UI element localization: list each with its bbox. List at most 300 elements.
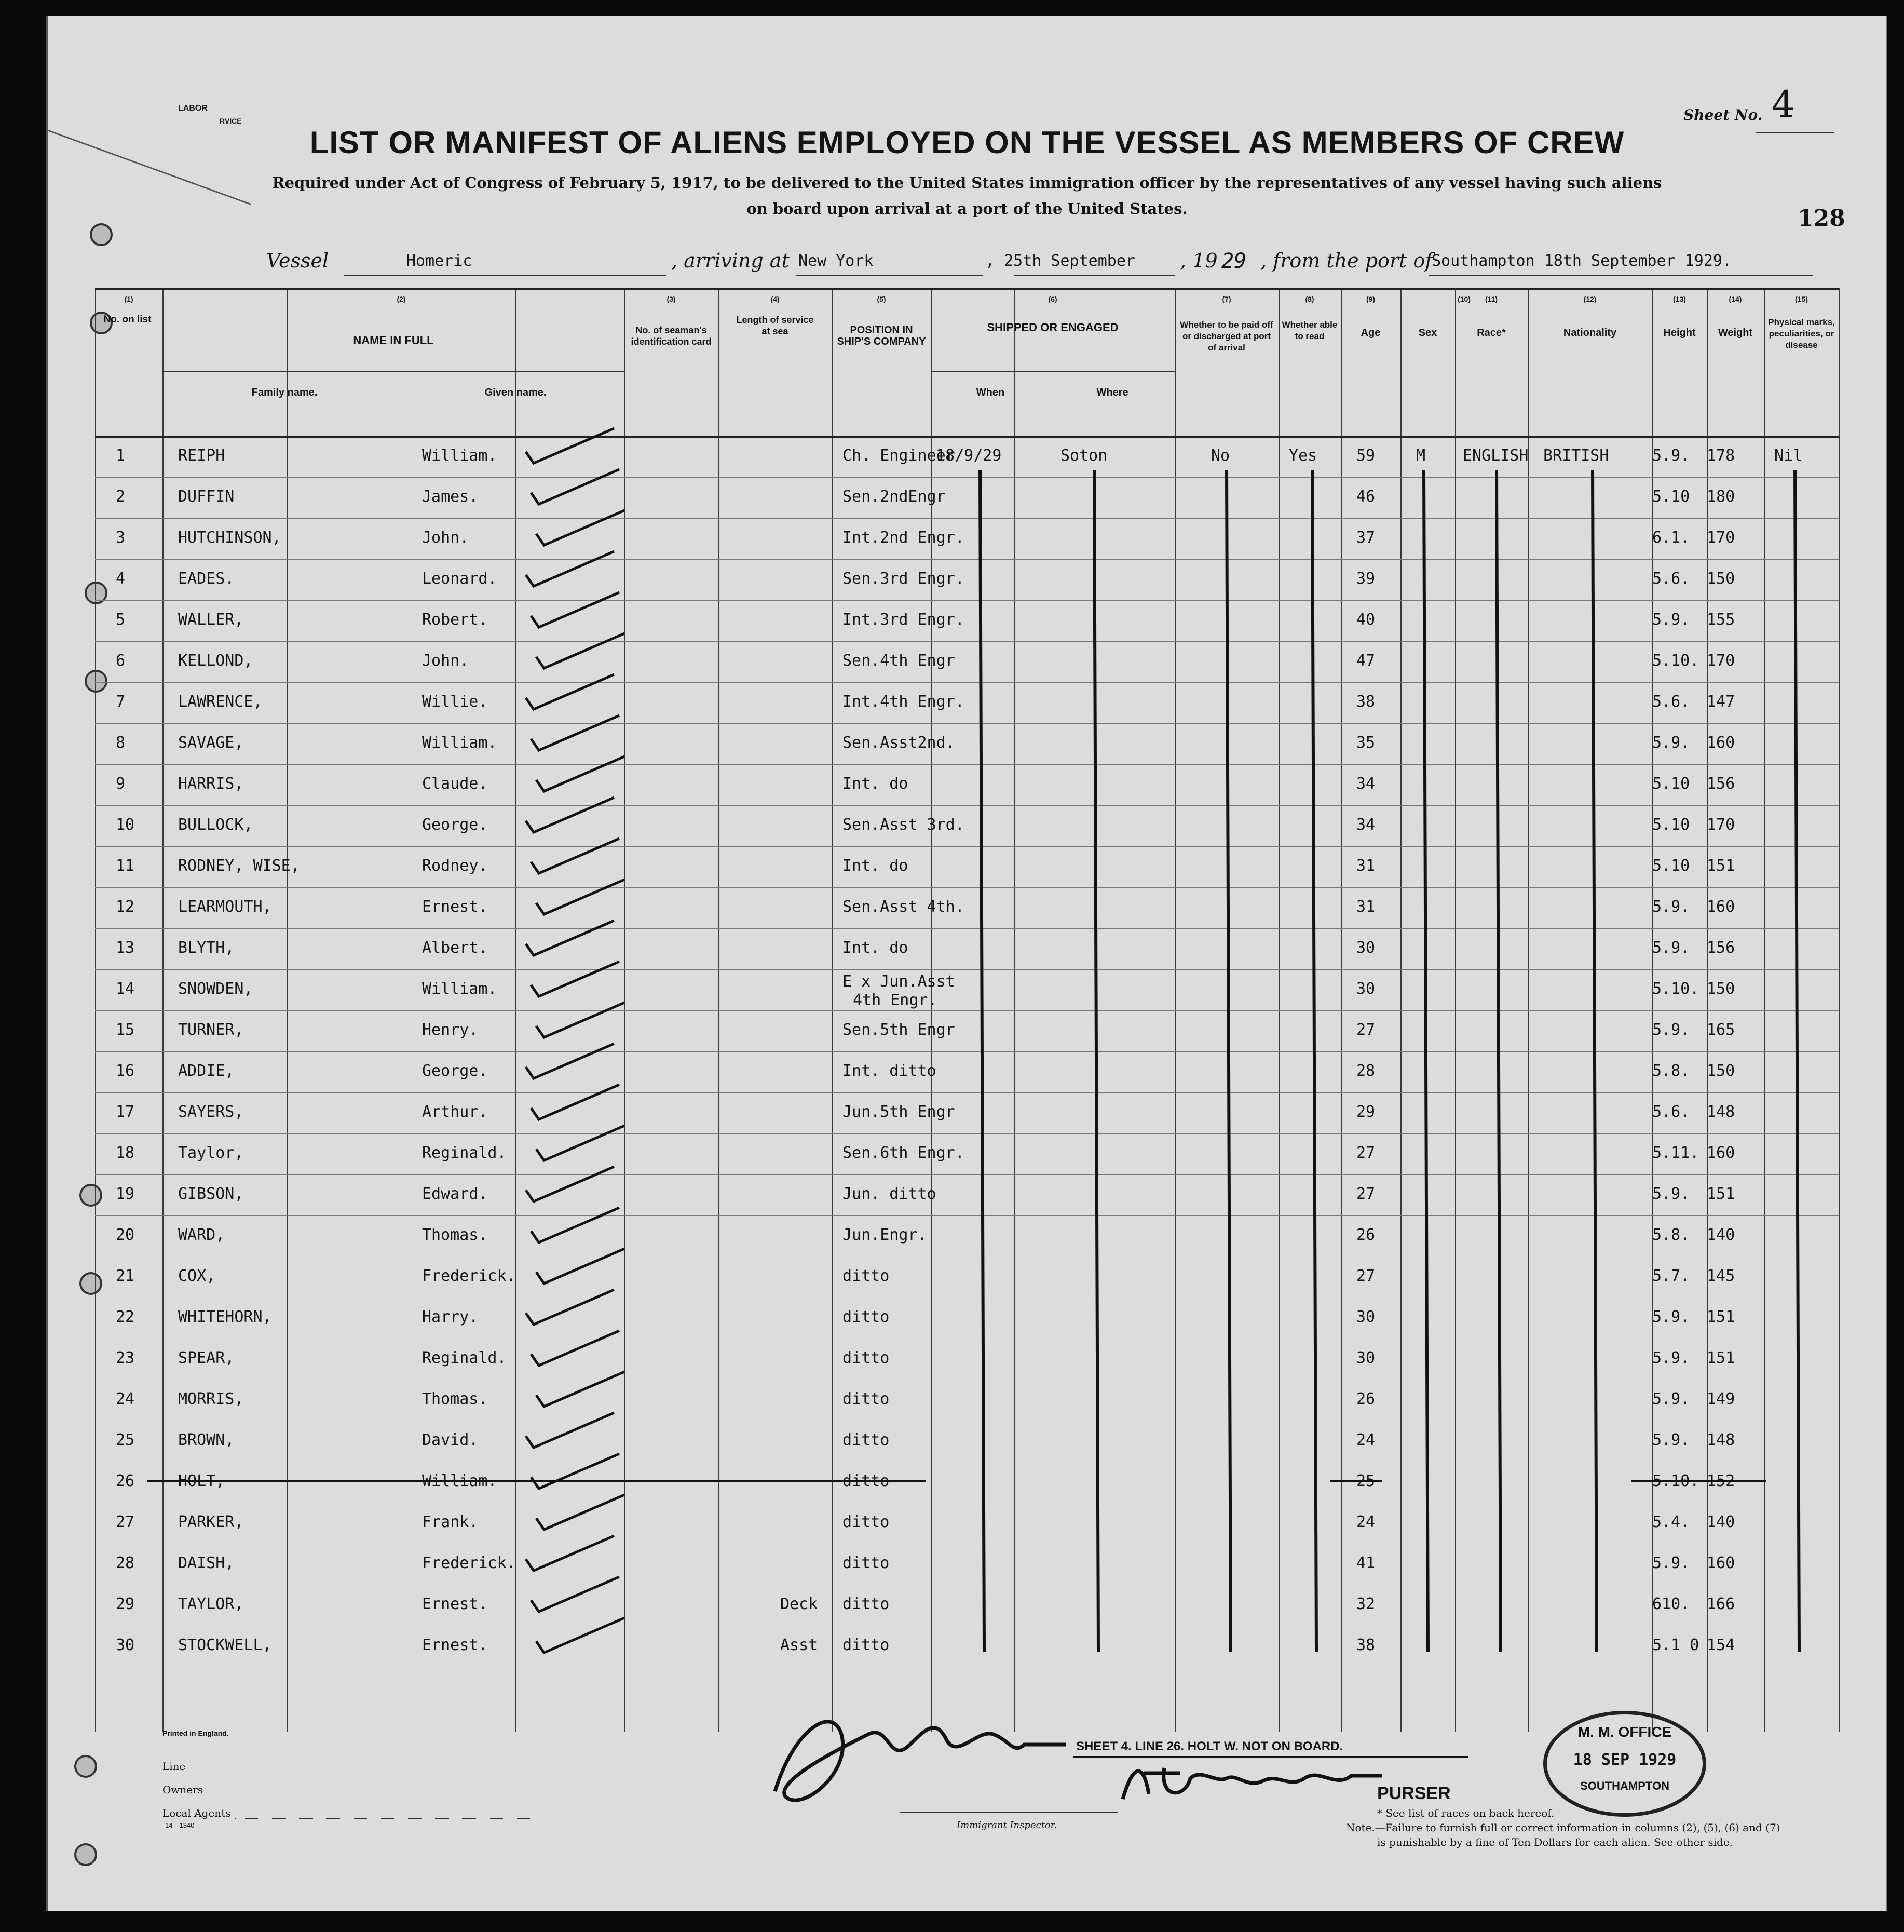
weight: 170 (1707, 652, 1735, 670)
check-mark (526, 428, 614, 463)
age: 47 (1356, 652, 1376, 670)
header-id-card: No. of seaman's identification card (631, 325, 712, 347)
row-number: 9 (116, 775, 126, 793)
age: 28 (1356, 1062, 1376, 1080)
vessel-label: Vessel (266, 249, 329, 272)
family-name: WALLER, (178, 611, 244, 629)
age: 41 (1356, 1554, 1376, 1572)
header-where: Where (1096, 387, 1128, 398)
corner-label: LABOR (178, 104, 208, 113)
height: 5.9. (1652, 611, 1690, 629)
page-title: LIST OR MANIFEST OF ALIENS EMPLOYED ON THE VESSEL AS MEMBERS OF CREW (309, 125, 1625, 160)
header-family-name: Family name. (251, 387, 318, 398)
weight: 140 (1707, 1513, 1735, 1531)
col-num-14: (14) (1729, 295, 1742, 303)
check-mark (536, 1372, 624, 1407)
age: 27 (1356, 1021, 1376, 1039)
line-label: Line (162, 1760, 186, 1773)
family-name: Taylor, (178, 1144, 244, 1162)
row-number: 25 (116, 1431, 135, 1449)
weight: 160 (1707, 898, 1735, 916)
weight: 156 (1707, 775, 1735, 793)
age: 39 (1356, 570, 1376, 588)
given-name: Reginald. (422, 1349, 507, 1367)
check-mark (536, 756, 624, 791)
position: ditto (842, 1308, 890, 1326)
header-name-in-full: NAME IN FULL (353, 334, 434, 347)
check-mark (531, 469, 619, 504)
ditto-stroke (1094, 470, 1098, 1652)
weight: 155 (1707, 611, 1735, 629)
age: 29 (1356, 1103, 1376, 1121)
height: 5.4. (1652, 1513, 1690, 1531)
family-name: WHITEHORN, (178, 1308, 272, 1326)
weight: 147 (1707, 693, 1735, 711)
row-number: 30 (116, 1636, 135, 1654)
col-num-6: (6) (1048, 295, 1057, 303)
length-of-service: Asst (780, 1636, 818, 1654)
family-name: COX, (178, 1267, 216, 1285)
row-number: 11 (116, 857, 135, 875)
punch-hole (74, 1755, 97, 1778)
position: ditto (842, 1472, 890, 1490)
height: 5.10 (1652, 488, 1690, 506)
age: 59 (1356, 447, 1376, 465)
physical-marks: Nil (1774, 447, 1803, 465)
check-mark (536, 1126, 624, 1160)
position: Sen.3rd Engr. (842, 570, 964, 588)
row-number: 12 (116, 898, 135, 916)
row-number: 19 (116, 1185, 135, 1203)
weight: 165 (1707, 1021, 1735, 1039)
age: 34 (1356, 816, 1376, 834)
given-name: Ernest. (422, 898, 488, 916)
corner-label-2: RVICE (220, 117, 242, 125)
given-name: Ernest. (422, 1636, 488, 1654)
col-num-13: (13) (1673, 295, 1686, 303)
header-shipped-engaged: SHIPPED OR ENGAGED (987, 321, 1119, 334)
given-name: John. (422, 652, 469, 670)
check-mark (526, 551, 614, 586)
given-name: George. (422, 1062, 488, 1080)
given-name: Rodney. (422, 857, 488, 875)
height: 5.8. (1652, 1226, 1690, 1244)
header-height: Height (1663, 327, 1696, 339)
row-number: 5 (116, 611, 126, 629)
position: ditto (842, 1595, 890, 1613)
subtitle-line-1: Required under Act of Congress of February 5, 1917, to be delivered to the United States immigration officer by the representatives of any vessel having such aliens (272, 174, 1662, 192)
family-name: STOCKWELL, (178, 1636, 272, 1654)
age: 24 (1356, 1431, 1376, 1449)
col-num-11: (11) (1485, 295, 1498, 303)
ditto-stroke (1497, 470, 1501, 1652)
position: Jun. ditto (842, 1185, 936, 1203)
position: Jun.5th Engr (842, 1103, 955, 1121)
col-num-8: (8) (1305, 295, 1314, 303)
local-agents-label: Local Agents (162, 1807, 231, 1819)
row-number: 28 (116, 1554, 135, 1572)
height: 5.11. (1652, 1144, 1699, 1162)
position: Int.3rd Engr. (842, 611, 964, 629)
check-mark (531, 1454, 619, 1489)
family-name: ADDIE, (178, 1062, 235, 1080)
weight: 156 (1707, 939, 1735, 957)
height: 5.10 (1652, 816, 1690, 834)
height: 5.9. (1652, 939, 1690, 957)
age: 24 (1356, 1513, 1376, 1531)
check-mark (526, 1536, 614, 1571)
weight: 151 (1707, 1349, 1735, 1367)
weight: 145 (1707, 1267, 1735, 1285)
height: 5.9. (1652, 1308, 1690, 1326)
height: 6.1. (1652, 529, 1690, 547)
row-number: 17 (116, 1103, 135, 1121)
check-mark (526, 1167, 614, 1201)
col-num-5: (5) (877, 295, 886, 303)
given-name: Thomas. (422, 1390, 488, 1408)
position: Int. ditto (842, 1062, 936, 1080)
punch-hole (90, 223, 113, 246)
position: ditto (842, 1431, 890, 1449)
row-number: 3 (116, 529, 126, 547)
punch-hole (74, 1843, 97, 1866)
given-name: William. (422, 980, 497, 998)
weight: 166 (1707, 1595, 1735, 1613)
given-name: John. (422, 529, 469, 547)
height: 5.9. (1652, 1021, 1690, 1039)
able-to-read: Yes (1289, 447, 1317, 465)
weight: 160 (1707, 1144, 1735, 1162)
age: 30 (1356, 939, 1376, 957)
check-mark (536, 1618, 624, 1653)
weight: 150 (1707, 980, 1735, 998)
header-physical-marks: Physical marks, peculiarities, or disease (1768, 317, 1835, 350)
nationality: BRITISH (1543, 447, 1609, 465)
position: Sen.Asst2nd. (842, 734, 955, 752)
position: Sen.6th Engr. (842, 1144, 964, 1162)
position-line-2: 4th Engr. (853, 991, 937, 1009)
given-name: James. (422, 488, 479, 506)
check-mark (536, 633, 624, 668)
printed-in-england: Printed in England. (162, 1729, 229, 1737)
col-num-15: (15) (1795, 295, 1808, 303)
family-name: RODNEY, WISE, (178, 857, 300, 875)
position: ditto (842, 1267, 890, 1285)
position: Int.2nd Engr. (842, 529, 964, 547)
ditto-stroke (1593, 470, 1597, 1652)
purser-signature (1112, 1752, 1398, 1815)
row-number: 20 (116, 1226, 135, 1244)
col-num-10: (10) (1458, 295, 1471, 303)
inspector-signature (733, 1693, 1107, 1822)
position: Sen.Asst 4th. (842, 898, 964, 916)
weight: 152 (1707, 1472, 1735, 1490)
age: 46 (1356, 488, 1376, 506)
row-number: 29 (116, 1595, 135, 1613)
height: 5.8. (1652, 1062, 1690, 1080)
position: E x Jun.Asst (842, 972, 955, 991)
position: ditto (842, 1636, 890, 1654)
header-weight: Weight (1718, 327, 1753, 339)
check-mark (531, 715, 619, 750)
height: 5.9. (1652, 1431, 1690, 1449)
family-name: LAWRENCE, (178, 693, 263, 711)
given-name: Robert. (422, 611, 488, 629)
row-number: 14 (116, 980, 135, 998)
row-number: 21 (116, 1267, 135, 1285)
family-name: TURNER, (178, 1021, 244, 1039)
position: Jun.Engr. (842, 1226, 927, 1244)
check-mark (531, 962, 619, 996)
weight: 140 (1707, 1226, 1735, 1244)
header-length-service: Length of service at sea (736, 315, 814, 336)
weight: 180 (1707, 488, 1735, 506)
family-name: HARRIS, (178, 775, 244, 793)
family-name: EADES. (178, 570, 235, 588)
given-name: Arthur. (422, 1103, 488, 1121)
given-name: William. (422, 734, 497, 752)
given-name: William. (422, 1472, 497, 1490)
ditto-stroke (1227, 470, 1231, 1652)
family-name: HOLT, (178, 1472, 225, 1490)
age: 37 (1356, 529, 1376, 547)
family-name: WARD, (178, 1226, 225, 1244)
age: 27 (1356, 1185, 1376, 1203)
check-mark (526, 674, 614, 709)
agents-code: 14—1340 (165, 1821, 195, 1829)
height: 5.9. (1652, 1349, 1690, 1367)
age: 25 (1356, 1472, 1376, 1490)
age: 27 (1356, 1144, 1376, 1162)
check-mark (526, 921, 614, 955)
age: 30 (1356, 1349, 1376, 1367)
given-name: Reginald. (422, 1144, 507, 1162)
col-num-7: (7) (1222, 295, 1231, 303)
position: Int. do (842, 857, 908, 875)
weight: 151 (1707, 857, 1735, 875)
holt-annotation: SHEET 4. LINE 26. HOLT W. NOT ON BOARD. (1076, 1739, 1343, 1753)
sex: M (1416, 447, 1426, 465)
given-name: Edward. (422, 1185, 488, 1203)
row-number: 16 (116, 1062, 135, 1080)
height: 5.9. (1652, 1185, 1690, 1203)
weight: 160 (1707, 734, 1735, 752)
height: 5.9. (1652, 447, 1690, 465)
weight: 170 (1707, 529, 1735, 547)
family-name: LEARMOUTH, (178, 898, 272, 916)
manifest-sheet (46, 16, 1887, 1911)
check-mark (526, 1044, 614, 1078)
age: 30 (1356, 1308, 1376, 1326)
height: 610. (1652, 1595, 1690, 1613)
check-mark (536, 1495, 624, 1530)
given-name: Frederick. (422, 1267, 516, 1285)
age: 35 (1356, 734, 1376, 752)
col-num-3: (3) (667, 295, 676, 303)
check-mark (531, 1208, 619, 1242)
col-num-9: (9) (1366, 295, 1376, 303)
ditto-stroke (1424, 470, 1428, 1652)
arriving-label: , arriving at (671, 249, 790, 272)
header-able-read: Whether able to read (1282, 320, 1338, 341)
check-mark (536, 1003, 624, 1037)
height: 5.6. (1652, 693, 1690, 711)
age: 38 (1356, 693, 1376, 711)
given-name: Willie. (422, 693, 488, 711)
header-nationality: Nationality (1563, 327, 1617, 339)
race: ENGLISH (1463, 447, 1529, 465)
given-name: Frederick. (422, 1554, 516, 1572)
col-num-12: (12) (1583, 295, 1597, 303)
header-paid-off: Whether to be paid off or discharged at port of arrival (1180, 320, 1273, 353)
ditto-stroke (1312, 470, 1316, 1652)
row-number: 4 (116, 570, 126, 588)
family-name: SAVAGE, (178, 734, 244, 752)
height: 5.7. (1652, 1267, 1690, 1285)
length-of-service: Deck (780, 1595, 818, 1613)
age: 26 (1356, 1390, 1376, 1408)
given-name: William. (422, 447, 497, 465)
family-name: SPEAR, (178, 1349, 235, 1367)
given-name: Claude. (422, 775, 488, 793)
mm-office-stamp: M. M. OFFICE 18 SEP 1929 SOUTHAMPTON (1543, 1711, 1706, 1817)
footnote-note: Note.—Failure to furnish full or correct information in columns (2), (5), (6) and (7) (1346, 1821, 1780, 1834)
col-num-2: (2) (397, 295, 406, 303)
from-label: , from the port of (1260, 249, 1433, 272)
height: 5.10. (1652, 980, 1699, 998)
given-name: Harry. (422, 1308, 479, 1326)
crew-table (95, 288, 1839, 1732)
age: 31 (1356, 898, 1376, 916)
header-no-on-list: No. on list (103, 314, 152, 325)
row-number: 2 (116, 488, 126, 506)
row-number: 15 (116, 1021, 135, 1039)
weight: 148 (1707, 1103, 1735, 1121)
family-name: DAISH, (178, 1554, 235, 1572)
footnote-fine: is punishable by a fine of Ten Dollars for each alien. See other side. (1377, 1836, 1733, 1848)
given-name: David. (422, 1431, 479, 1449)
check-mark (526, 798, 614, 832)
family-name: BROWN, (178, 1431, 235, 1449)
weight: 148 (1707, 1431, 1735, 1449)
position: Sen.Asst 3rd. (842, 816, 964, 834)
year-suffix: 29 (1221, 249, 1247, 273)
position: Sen.5th Engr (842, 1021, 955, 1039)
check-mark (531, 1085, 619, 1119)
row-number: 10 (116, 816, 135, 834)
column-rule (1839, 288, 1840, 1732)
row-number: 24 (116, 1390, 135, 1408)
inspector-label: Immigrant Inspector. (957, 1820, 1057, 1831)
family-name: TAYLOR, (178, 1595, 244, 1613)
weight: 149 (1707, 1390, 1735, 1408)
family-name: HUTCHINSON, (178, 529, 281, 547)
ditto-stroke (980, 470, 984, 1652)
height: 5.10 (1652, 775, 1690, 793)
position: Ch. Engineer (842, 447, 955, 465)
owners-label: Owners (162, 1784, 203, 1796)
age: 34 (1356, 775, 1376, 793)
weight: 150 (1707, 1062, 1735, 1080)
given-name: Albert. (422, 939, 488, 957)
age: 31 (1356, 857, 1376, 875)
height: 5.9. (1652, 1390, 1690, 1408)
family-name: MORRIS, (178, 1390, 244, 1408)
check-mark (531, 839, 619, 873)
col-num-1: (1) (124, 295, 133, 303)
check-mark (526, 1290, 614, 1325)
given-name: Thomas. (422, 1226, 488, 1244)
family-name: KELLOND, (178, 652, 253, 670)
height: 5.9. (1652, 734, 1690, 752)
position: Int. do (842, 939, 908, 957)
row-number: 1 (116, 447, 126, 465)
shipped-when: 18/9/29 (936, 447, 1002, 465)
family-name: SNOWDEN, (178, 980, 253, 998)
row-number: 7 (116, 693, 126, 711)
check-mark (531, 592, 619, 627)
year-prefix: , 19 (1180, 249, 1218, 272)
departure: Southampton 18th September 1929. (1432, 252, 1732, 270)
position: Int. do (842, 775, 908, 793)
header-sex: Sex (1418, 327, 1437, 339)
sheet-number: 4 (1772, 83, 1795, 126)
row-number: 8 (116, 734, 126, 752)
check-mark (526, 1413, 614, 1448)
weight: 151 (1707, 1308, 1735, 1326)
position: Sen.2ndEngr (842, 488, 946, 506)
age: 40 (1356, 611, 1376, 629)
row-number: 23 (116, 1349, 135, 1367)
shipped-where: Soton (1060, 447, 1108, 465)
weight: 160 (1707, 1554, 1735, 1572)
position: ditto (842, 1349, 890, 1367)
position: ditto (842, 1513, 890, 1531)
family-name: DUFFIN (178, 488, 235, 506)
check-mark (536, 1249, 624, 1284)
purser-label: PURSER (1377, 1784, 1451, 1803)
header-when: When (976, 387, 1005, 398)
check-mark (531, 1331, 619, 1366)
row-number: 6 (116, 652, 126, 670)
footnote-races: * See list of races on back hereof. (1377, 1807, 1555, 1819)
weight: 154 (1707, 1636, 1735, 1654)
row-number: 22 (116, 1308, 135, 1326)
sheet-label: Sheet No. (1683, 106, 1763, 124)
height: 5.9. (1652, 898, 1690, 916)
position: ditto (842, 1390, 890, 1408)
age: 27 (1356, 1267, 1376, 1285)
family-name: BLYTH, (178, 939, 235, 957)
col-num-4: (4) (770, 295, 780, 303)
age: 26 (1356, 1226, 1376, 1244)
row-number: 27 (116, 1513, 135, 1531)
page-number: 128 (1798, 205, 1845, 232)
given-name: George. (422, 816, 488, 834)
arrival-date: , 25th September (985, 252, 1135, 270)
header-age: Age (1361, 327, 1381, 339)
given-name: Ernest. (422, 1595, 488, 1613)
position: Int.4th Engr. (842, 693, 964, 711)
height: 5.10 (1652, 857, 1690, 875)
family-name: REIPH (178, 447, 225, 465)
height: 5.6. (1652, 570, 1690, 588)
paid-off: No (1211, 447, 1230, 465)
age: 32 (1356, 1595, 1376, 1613)
row-number: 26 (116, 1472, 135, 1490)
position: ditto (842, 1554, 890, 1572)
check-mark (531, 1577, 619, 1612)
